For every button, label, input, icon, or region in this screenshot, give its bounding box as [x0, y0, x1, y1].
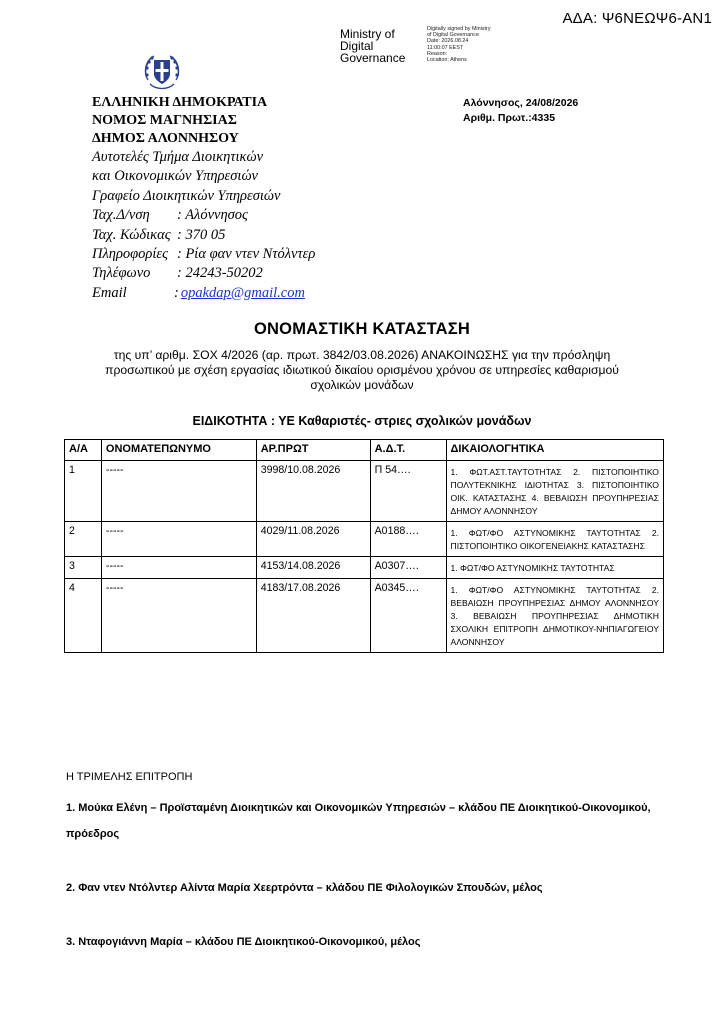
table-row — [65, 579, 664, 653]
cell-name: ----- — [101, 461, 256, 522]
document-subtitle: της υπ’ αριθμ. ΣΟΧ 4/2026 (αρ. πρωτ. 3842/03.08.2026) ΑΝΑΚΟΙΝΩΣΗΣ για την πρόσληψη προσωπικού με σχέση εργασίας ιδιωτικού δικαίου ορισμένου χρόνου σε υπηρεσίες καθαρισμού σχολικών μονάδων — [105, 348, 619, 392]
cell-aa: 1 — [65, 461, 102, 522]
table-row — [65, 461, 664, 522]
cell-aa: 3 — [65, 557, 102, 579]
signature-details — [427, 26, 537, 63]
column-header: ΑΡ.ΠΡΩΤ — [256, 440, 370, 461]
signature-line: Digitally signed by Ministry — [427, 26, 491, 32]
sender-header — [92, 94, 315, 303]
cell-id: Α0307…. — [370, 557, 446, 579]
committee-title: Η ΤΡΙΜΕΛΗΣ ΕΠΙΤΡΟΠΗ — [66, 771, 193, 783]
phone-value: : 24243-50202 — [177, 265, 263, 282]
table-row — [65, 557, 664, 579]
cell-id: Α0188…. — [370, 522, 446, 557]
coat-of-arms-icon — [140, 50, 184, 94]
signature-line: 11:00:07 EEST — [427, 44, 464, 51]
specialty-line: ΕΙΔΙΚΟΤΗΤΑ : ΥΕ Καθαριστές- στριες σχολικών μονάδων — [192, 414, 532, 428]
cell-name: ----- — [101, 557, 256, 579]
signature-ministry-label: Ministry of Digital Governance — [340, 27, 406, 65]
cell-documents: 1. ΦΩΤ/ΦΟ ΑΣΤΥΝΟΜΙΚΗΣ ΤΑΥΤΟΤΗΤΑΣ 2. ΠΙΣΤΟΠΟΙΗΤΙΚΟ ΟΙΚΟΓΕΝΕΙΑΚΗΣ ΚΑΤΑΣΤΑΣΗΣ — [446, 522, 664, 557]
email-label: Email — [92, 284, 127, 301]
header-department: Αυτοτελές Τμήμα Διοικητικών — [92, 149, 264, 165]
postal-row — [92, 226, 315, 245]
header-department-2: και Οικονομικών Υπηρεσιών — [92, 168, 258, 185]
email-link[interactable]: opakdap@gmail.com — [180, 284, 305, 301]
address-label: Ταχ.Δ/νση — [92, 207, 150, 224]
committee-member-1: 1. Μούκα Ελένη – Προϊσταμένη Διοικητικών και Οικονομικών Υπηρεσιών – κλάδου ΠΕ Διοικητικού-Οικονομικού, πρόεδρος — [66, 802, 651, 840]
protocol-number: Αριθμ. Πρωτ.:4335 — [463, 112, 556, 124]
header-country: ΕΛΛΗΝΙΚΗ ΔΗΜΟΚΡΑΤΙΑ — [92, 95, 268, 110]
signature-line: of Digital Governance — [427, 32, 479, 39]
info-row — [92, 245, 315, 264]
cell-aa: 4 — [65, 579, 102, 653]
place-date: Αλόννησος, 24/08/2026 — [463, 97, 579, 109]
column-header: ΟΝΟΜΑΤΕΠΩΝΥΜΟ — [101, 440, 256, 461]
column-header: ΔΙΚΑΙΟΛΟΓΗΤΙΚΑ — [446, 440, 664, 461]
column-header: Α/Α — [65, 440, 102, 461]
signature-line: Location: Athens — [427, 57, 467, 64]
phone-label: Τηλέφωνο — [92, 265, 151, 282]
info-label: Πληροφορίες — [92, 246, 169, 263]
postal-value: : 370 05 — [177, 226, 226, 243]
table-header-row — [65, 440, 664, 461]
date-protocol-block — [463, 96, 578, 126]
signature-line: Date: 2026.08.24 — [427, 38, 469, 45]
committee-member-2: 2. Φαν ντεν Ντόλντερ Αλίντα Μαρία Χεερτρόντα – κλάδου ΠΕ Φιλολογικών Σπουδών, μέλος — [66, 882, 543, 894]
ada-code: ΑΔΑ: Ψ6ΝΕΩΨ6-ΑΝ1 — [562, 10, 712, 27]
postal-label: Ταχ. Κώδικας — [92, 226, 171, 243]
cell-id: Π 54…. — [370, 461, 446, 522]
header-municipality: ΔΗΜΟΣ ΑΛΟΝΝΗΣΟΥ — [92, 131, 239, 146]
info-value: : Ρία φαν ντεν Ντόλντερ — [177, 246, 316, 263]
email-row — [92, 284, 315, 303]
column-header: Α.Δ.Τ. — [370, 440, 446, 461]
email-colon: : — [174, 284, 179, 301]
signature-line: Reason: — [427, 50, 448, 57]
committee-member-3: 3. Νταφογιάννη Μαρία – κλάδου ΠΕ Διοικητικού-Οικονομικού, μέλος — [66, 936, 421, 948]
header-prefecture: ΝΟΜΟΣ ΜΑΓΝΗΣΙΑΣ — [92, 113, 237, 128]
cell-protocol: 4153/14.08.2026 — [256, 557, 370, 579]
cell-id: Α0345…. — [370, 579, 446, 653]
address-value: : Αλόννησος — [177, 207, 248, 224]
address-row — [92, 206, 315, 225]
table-row — [65, 522, 664, 557]
cell-protocol: 3998/10.08.2026 — [256, 461, 370, 522]
cell-name: ----- — [101, 579, 256, 653]
header-office: Γραφείο Διοικητικών Υπηρεσιών — [92, 187, 281, 204]
document-title: ΟΝΟΜΑΣΤΙΚΗ ΚΑΤΑΣΤΑΣΗ — [254, 320, 470, 338]
applicants-table — [64, 439, 664, 653]
cell-name: ----- — [101, 522, 256, 557]
cell-aa: 2 — [65, 522, 102, 557]
cell-protocol: 4183/17.08.2026 — [256, 579, 370, 653]
cell-protocol: 4029/11.08.2026 — [256, 522, 370, 557]
phone-row — [92, 264, 315, 283]
cell-documents: 1. ΦΩΤ/ΦΟ ΑΣΤΥΝΟΜΙΚΗΣ ΤΑΥΤΟΤΗΤΑΣ — [446, 557, 664, 579]
cell-documents: 1. ΦΩΤ.ΑΣΤ.ΤΑΥΤΟΤΗΤΑΣ 2. ΠΙΣΤΟΠΟΙΗΤΙΚΟ ΠΟΛΥΤΕΚΝΙΚΗΣ ΙΔΙΟΤΗΤΑΣ 3. ΠΙΣΤΟΠΟΙΗΤΙΚΟ ΟΙΚ. ΚΑΤΑΣΤΑΣΗΣ 4. ΒΕΒΑΙΩΣΗ ΠΡΟΥΠΗΡΕΣΙΑΣ ΔΗΜΟΥ ΑΛΟΝΝΗΣΟΥ — [446, 461, 664, 522]
cell-documents: 1. ΦΩΤ/ΦΟ ΑΣΤΥΝΟΜΙΚΗΣ ΤΑΥΤΟΤΗΤΑΣ 2. ΒΕΒΑΙΩΣΗ ΠΡΟΥΠΗΡΕΣΙΑΣ ΔΗΜΟΥ ΑΛΟΝΝΗΣΟΥ 3. ΒΕΒΑΙΩΣΗ ΠΡΟΥΠΗΡΕΣΙΑΣ ΔΗΜΟΤΙΚΗ ΣΧΟΛΙΚΗ ΕΠΙΤΡΟΠΗ ΔΗΜΟΤΙΚΟΥ-ΝΗΠΙΑΓΩΓΕΙΟΥ ΑΛΟΝΝΗΣΟΥ — [446, 579, 664, 653]
